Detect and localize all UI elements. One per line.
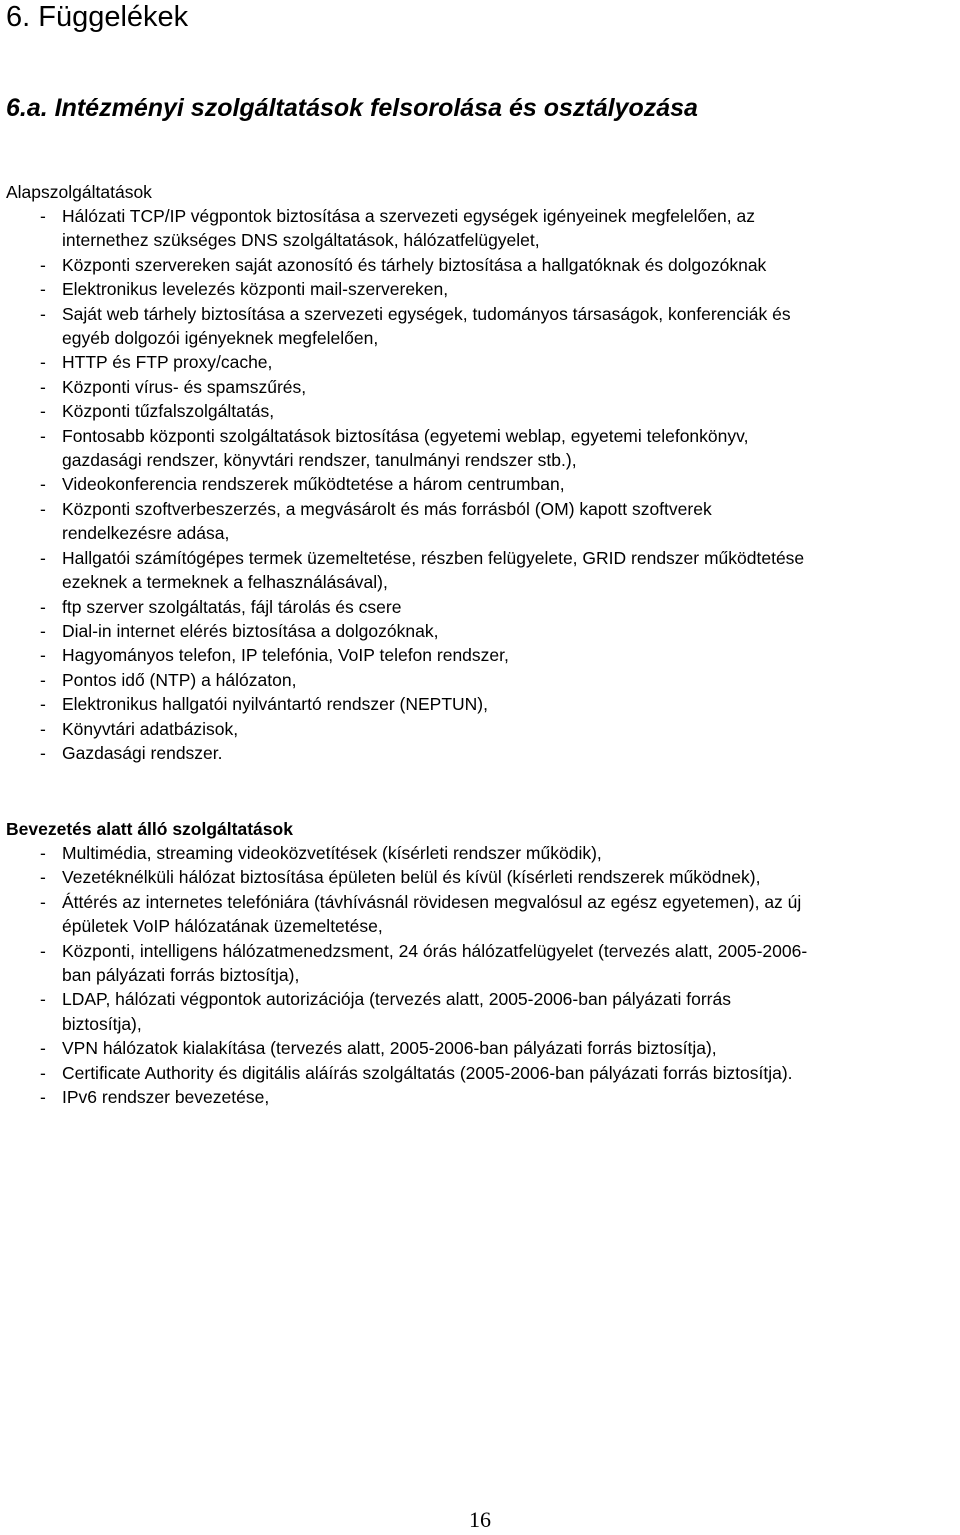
list-bullet: - (40, 940, 46, 961)
list-item-text: Központi, intelligens hálózatmenedzsment, 24 órás hálózatfelügyelet (tervezés alatt, 2005-2006- (62, 940, 808, 961)
list-item-text: IPv6 rendszer bevezetése, (62, 1087, 270, 1108)
list-item (40, 277, 960, 301)
list-item-text: Vezetéknélküli hálózat biztosítása épületen belül és kívül (kísérleti rendszerek működnek), (62, 867, 761, 888)
list-item-text: Könyvtári adatbázisok, (62, 718, 239, 739)
list-item-text: Elektronikus levelezés központi mail-szervereken, (62, 279, 449, 300)
list-item (40, 692, 960, 716)
list-item (40, 204, 960, 253)
list-item-text: Központi vírus- és spamszűrés, (62, 376, 307, 397)
list-item-continuation: ezeknek a termeknek a felhasználásával), (62, 572, 388, 593)
list-item-text: Elektronikus hallgatói nyilvántartó rendszer (NEPTUN), (62, 694, 488, 715)
list-item-text: Központi szervereken saját azonosító és tárhely biztosítása a hallgatóknak és dolgozóknak (62, 254, 767, 275)
list-bullet: - (40, 596, 46, 617)
list-item-text: Certificate Authority és digitális aláírás szolgáltatás (2005-2006-ban pályázati forrás biztosítja). (62, 1062, 793, 1083)
list-item-text: Hálózati TCP/IP végpontok biztosítása a szervezeti egységek igényeinek megfelelően, az (62, 206, 755, 226)
list-item-text: Dial-in internet elérés biztosítása a dolgozóknak, (62, 620, 439, 641)
list-item-text: Központi szoftverbeszerzés, a megvásárolt és más forrásból (OM) kapott szoftverek (62, 498, 712, 519)
list-item (40, 595, 960, 619)
list-item (40, 865, 960, 889)
list-item (40, 497, 960, 546)
list-item-text: VPN hálózatok kialakítása (tervezés alatt, 2005-2006-ban pályázati forrás biztosítja), (62, 1038, 717, 1059)
list-item (40, 890, 960, 939)
list-bullet: - (40, 401, 46, 422)
list-bullet: - (40, 843, 46, 863)
list-bullet: - (40, 498, 46, 519)
list-item (40, 375, 960, 399)
list-bullet: - (40, 547, 46, 568)
list-item (40, 546, 960, 595)
list-item-text: Videokonferencia rendszerek működtetése a három centrumban, (62, 474, 565, 495)
list-bullet: - (40, 867, 46, 888)
list-item-text: HTTP és FTP proxy/cache, (62, 352, 273, 373)
list-item (40, 1036, 960, 1060)
list-bullet: - (40, 279, 46, 300)
list-item (40, 472, 960, 496)
list-bullet: - (40, 989, 46, 1010)
section-title-planned-services: Bevezetés alatt álló szolgáltatások (6, 819, 293, 839)
list-item-continuation: gazdasági rendszer, könyvtári rendszer, tanulmányi rendszer stb.), (62, 450, 577, 471)
list-bullet: - (40, 1087, 46, 1108)
list-item-text: Multimédia, streaming videoközvetítések (kísérleti rendszer működik), (62, 843, 602, 863)
list-item-text: Áttérés az internetes telefóniára (távhívásnál rövidesen megvalósul az egész egyetemen), az új (62, 891, 802, 912)
list-item (40, 841, 960, 865)
list-item-continuation: rendelkezésre adása, (62, 523, 230, 544)
list-bullet: - (40, 474, 46, 495)
list-item (40, 1061, 960, 1085)
list-item (40, 399, 960, 423)
list-item-continuation: egyéb dolgozói igényeknek megfelelően, (62, 328, 379, 349)
section-subheading: 6.a. Intézményi szolgáltatások felsorolása és osztályozása (6, 94, 698, 122)
list-item-text: Hallgatói számítógépes termek üzemeltetése, részben felügyelete, GRID rendszer működtetése (62, 547, 805, 568)
list-bullet: - (40, 376, 46, 397)
list-item-text: Gazdasági rendszer. (62, 742, 223, 763)
list-bullet: - (40, 254, 46, 275)
list-item (40, 987, 960, 1036)
list-item-text: LDAP, hálózati végpontok autorizációja (tervezés alatt, 2005-2006-ban pályázati forrás (62, 989, 731, 1010)
list-item-text: Hagyományos telefon, IP telefónia, VoIP telefon rendszer, (62, 645, 509, 666)
list-item (40, 741, 960, 765)
list-item (40, 619, 960, 643)
list-item (40, 302, 960, 351)
basic-services-list (40, 204, 960, 765)
list-bullet: - (40, 718, 46, 739)
list-item (40, 424, 960, 473)
list-item (40, 717, 960, 741)
list-bullet: - (40, 694, 46, 715)
list-item-continuation: épületek VoIP hálózatának üzemeltetése, (62, 916, 383, 937)
list-item (40, 668, 960, 692)
list-item-text: Fontosabb központi szolgáltatások biztosítása (egyetemi weblap, egyetemi telefonkönyv, (62, 425, 749, 446)
list-bullet: - (40, 669, 46, 690)
list-bullet: - (40, 1062, 46, 1083)
list-item-text: Saját web tárhely biztosítása a szervezeti egységek, tudományos társaságok, konferenciák és (62, 303, 791, 324)
list-item-continuation: biztosítja), (62, 1013, 142, 1034)
planned-services-list (40, 841, 960, 1109)
list-bullet: - (40, 352, 46, 373)
list-item (40, 643, 960, 667)
list-bullet: - (40, 620, 46, 641)
list-item-continuation: internethez szükséges DNS szolgáltatások, hálózatfelügyelet, (62, 230, 540, 251)
list-item-continuation: ban pályázati forrás biztosítja), (62, 965, 300, 986)
list-bullet: - (40, 303, 46, 324)
page-number: 16 (469, 1507, 491, 1532)
list-item-text: Pontos idő (NTP) a hálózaton, (62, 669, 297, 690)
list-bullet: - (40, 425, 46, 446)
list-bullet: - (40, 1038, 46, 1059)
list-item-text: Központi tűzfalszolgáltatás, (62, 401, 275, 422)
list-bullet: - (40, 742, 46, 763)
list-bullet: - (40, 206, 46, 226)
list-bullet: - (40, 891, 46, 912)
list-bullet: - (40, 645, 46, 666)
section-title-basic-services: Alapszolgáltatások (6, 182, 152, 202)
list-item (40, 253, 960, 277)
list-item (40, 1085, 960, 1109)
list-item-text: ftp szerver szolgáltatás, fájl tárolás és csere (62, 596, 402, 617)
list-item (40, 350, 960, 374)
page-heading: 6. Függelékek (6, 1, 189, 33)
list-item (40, 939, 960, 988)
